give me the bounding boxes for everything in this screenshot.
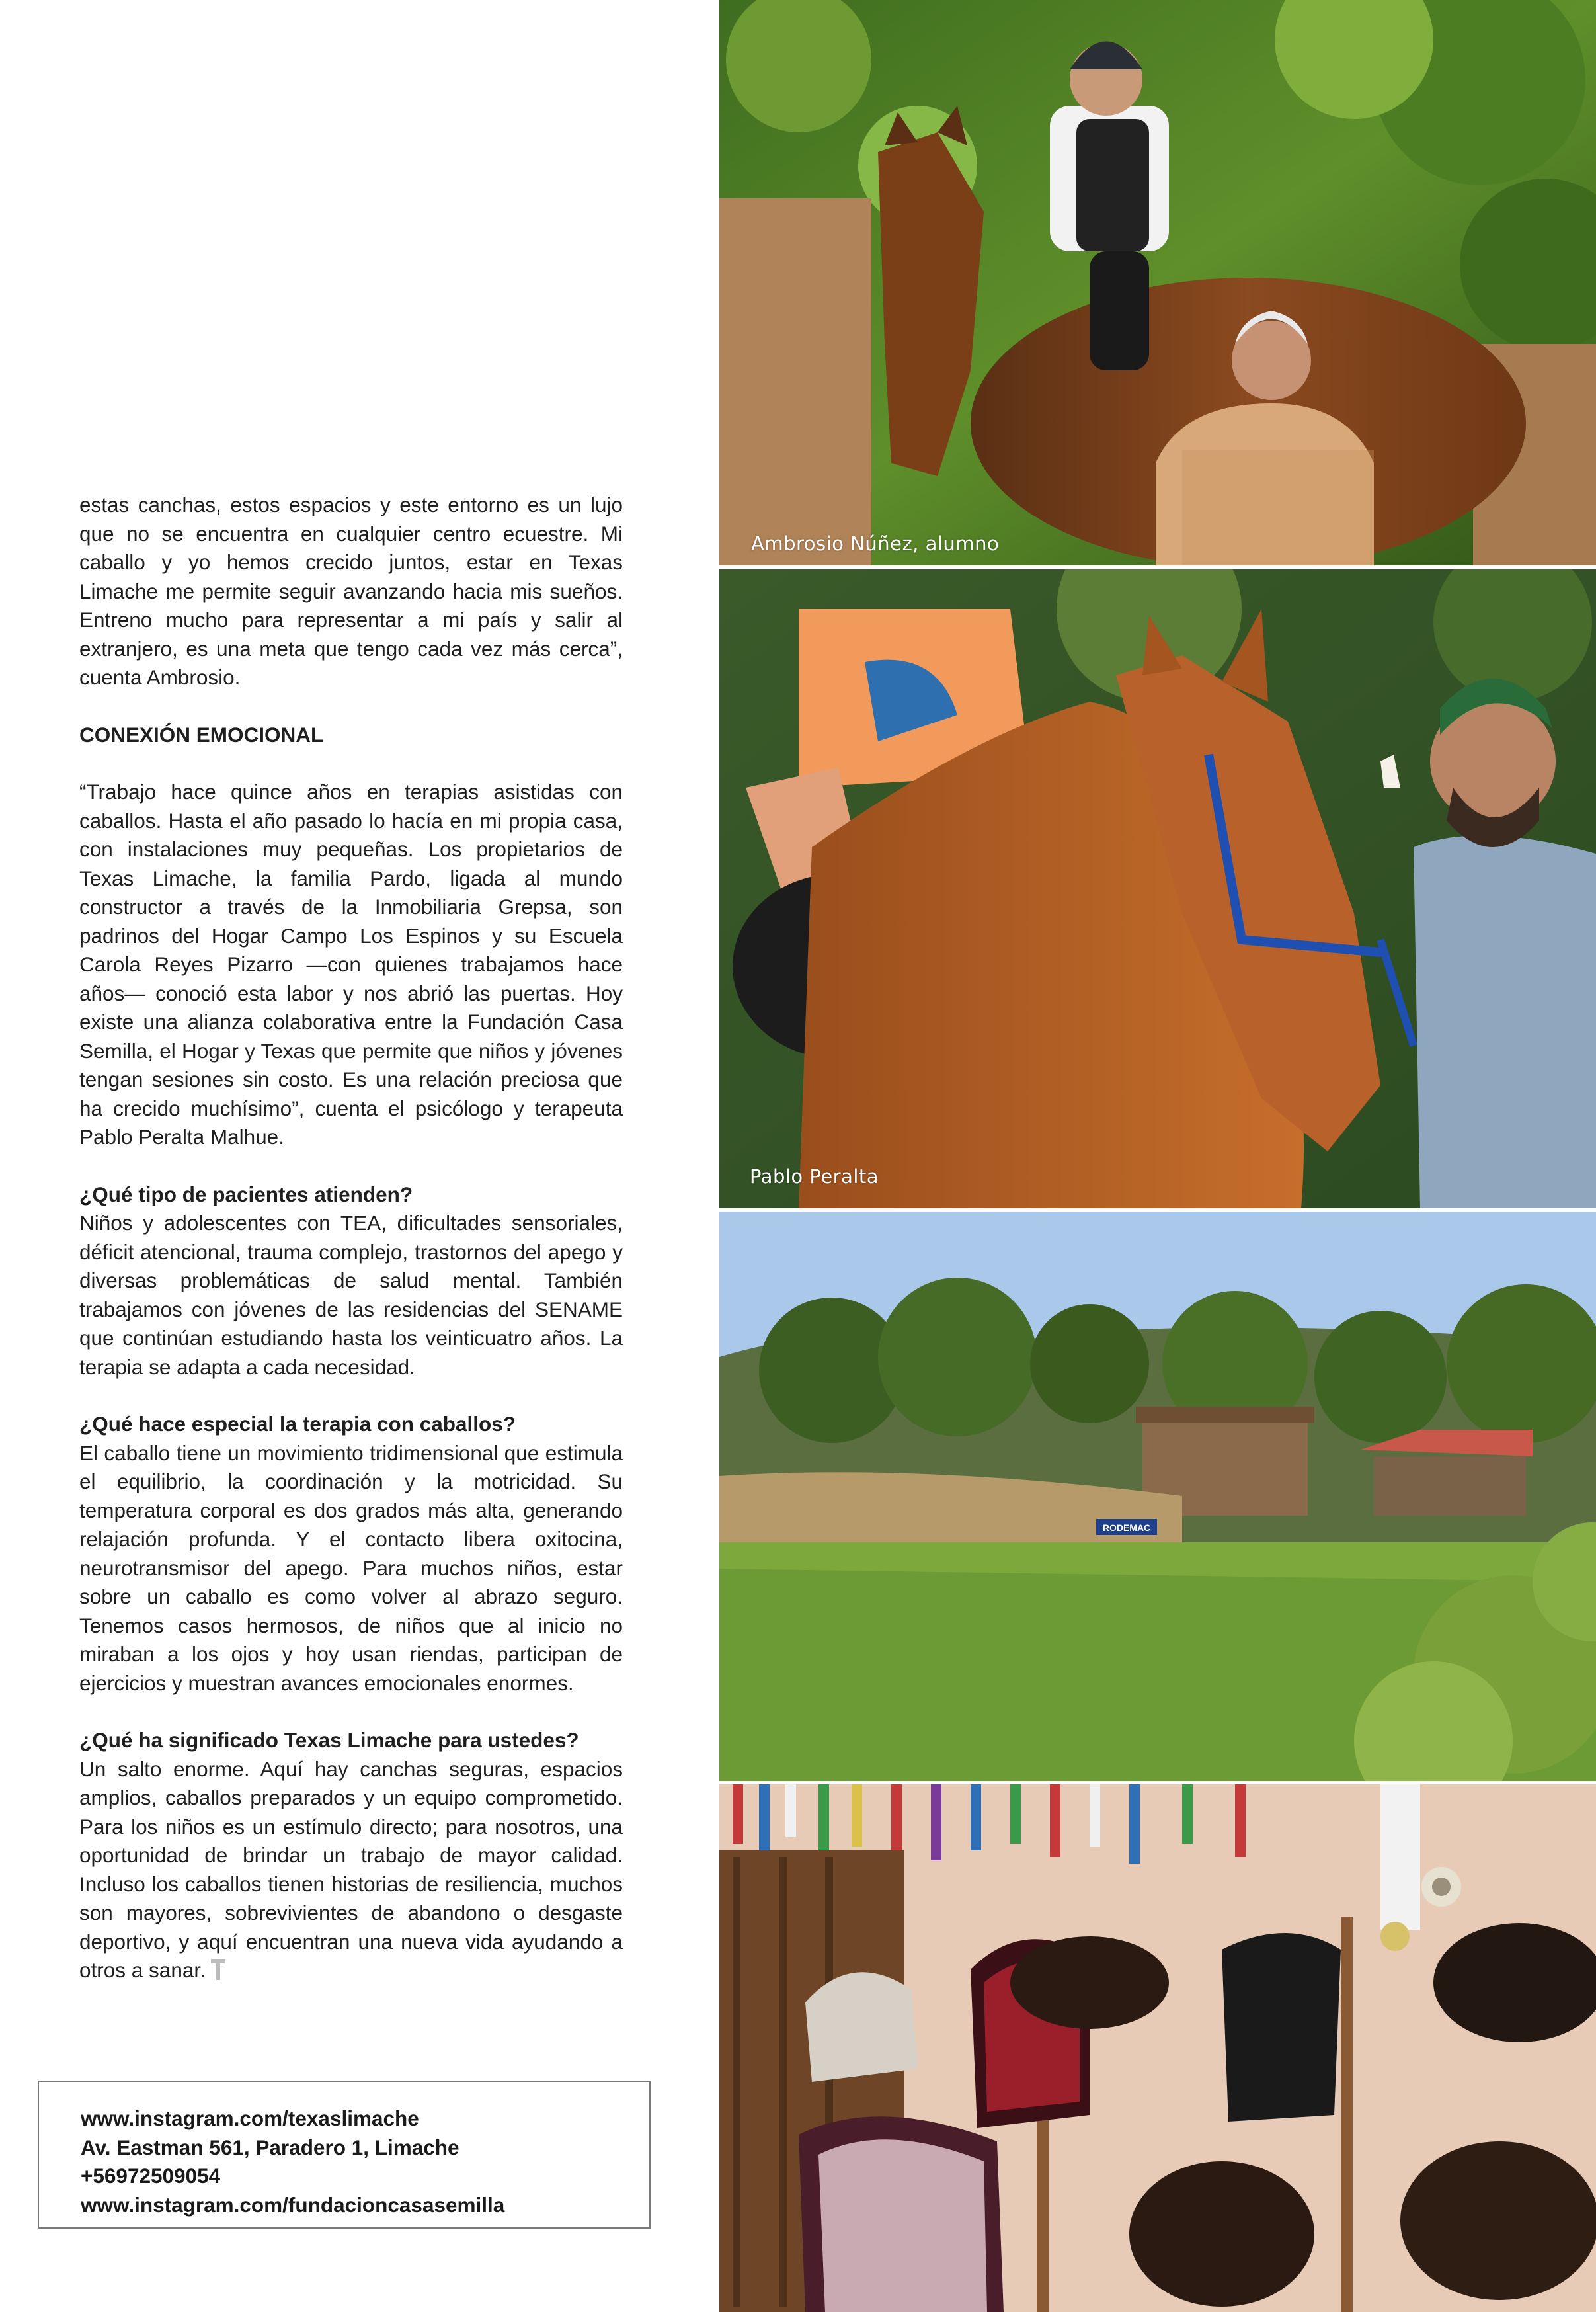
answer-texas-limache [79,1755,623,1985]
question-terapia-especial: ¿Qué hace especial la terapia con caballos? [79,1412,516,1436]
photo-tackroom-illustration [719,1784,1596,2312]
section-heading-conexion: CONEXIÓN EMOCIONAL [79,722,324,747]
address-text: Av. Eastman 561, Paradero 1, Limache [81,2135,459,2159]
question-texas-limache: ¿Qué ha significado Texas Limache para ustedes? [79,1728,579,1752]
phone-number[interactable]: +56972509054 [81,2164,221,2188]
photo-ambrosio-rider [719,0,1596,565]
answer-pacientes: Niños y adolescentes con TEA, dificultades sensoriales, déficit atencional, trauma complejo, trastornos del apego y diversas problemáticas de salud mental. También trabajamos con jóvenes de las residencias del SENAME que continúan estudiando hasta los veinticuatro años. La terapia se adapta a cada necesidad. [79,1211,623,1379]
photo2-caption: Pablo Peralta [750,1165,879,1188]
article-paragraph-ambrosio: estas canchas, estos espacios y este entorno es un lujo que no se encuentra en cualquier centro ecuestre. Mi caballo y yo hemos crecido juntos, estar en Texas Limache me permite seguir avanzando hacia mis sueños. Entreno mucho para representar a mi país y salir al extranjero, es una meta que tengo cada vez más cerca”, cuenta Ambrosio. [79,493,623,689]
photo-ambrosio-illustration [719,0,1596,565]
question-pacientes: ¿Qué tipo de pacientes atienden? [79,1182,413,1206]
photo-tack-room [719,1784,1596,2312]
rodemac-banner-text: RODEMAC [1102,1522,1151,1533]
photo-pablo-illustration [719,569,1596,1208]
article-paragraph-pablo: “Trabajo hace quince años en terapias asistidas con caballos. Hasta el año pasado lo hacía en mi propia casa, con instalaciones muy pequeñas. Los propietarios de Texas Limache, la familia Pardo, ligada al mundo constructor a través de la Inmobiliaria Grepsa, son padrinos del Hogar Campo Los Espinos y su Escuela Carola Reyes Pizarro —con quienes trabajamos hace años— conoció esta labor y nos abrió las puertas. Hoy existe una alianza colaborativa entre la Fundación Casa Semilla, el Hogar y Texas que permite que niños y jóvenes tengan sesiones sin costo. Es una relación preciosa que ha crecido muchísimo”, cuenta el psicólogo y terapeuta Pablo Peralta Malhue. [79,780,623,1149]
contact-info-box [38,2081,651,2229]
photo-pablo-peralta [719,569,1596,1208]
answer-terapia-especial: El caballo tiene un movimiento tridimensional que estimula el equilibrio, la coordinación y la motricidad. Su temperatura corporal es dos grados más alta, generando relajación profunda. Y el contacto libera oxitocina, neurotransmisor del apego. Para muchos niños, estar sobre un caballo es como volver al abrazo seguro. Tenemos casos hermosos, de niños que al inicio no miraban a los ojos y hoy usan riendas, participan de ejercicios y muestran avances emocionales enormes. [79,1440,623,1695]
instagram-texas-link[interactable]: www.instagram.com/texaslimache [81,2106,419,2130]
answer-texas-limache-text: Un salto enorme. Aquí hay canchas seguras, espacios amplios, caballos preparados y un equipo comprometido. Para los niños es un estímulo directo; para nosotros, una oportunidad de brindar un trabajo de mayor calidad. Incluso los caballos tienen historias de resiliencia, muchos son mayores, sobrevivientes de abandono o desgaste deportivo, y aquí encuentran una nueva vida ayudando a otros a sanar. [79,1756,623,1982]
photo-facility-landscape [719,1212,1596,1781]
photo-landscape-illustration [719,1212,1596,1781]
photo1-caption: Ambrosio Núñez, alumno [751,532,1000,555]
end-of-article-icon [211,1959,225,1980]
article-body [79,491,623,1985]
instagram-fundacion-link[interactable]: www.instagram.com/fundacioncasasemilla [81,2192,505,2217]
